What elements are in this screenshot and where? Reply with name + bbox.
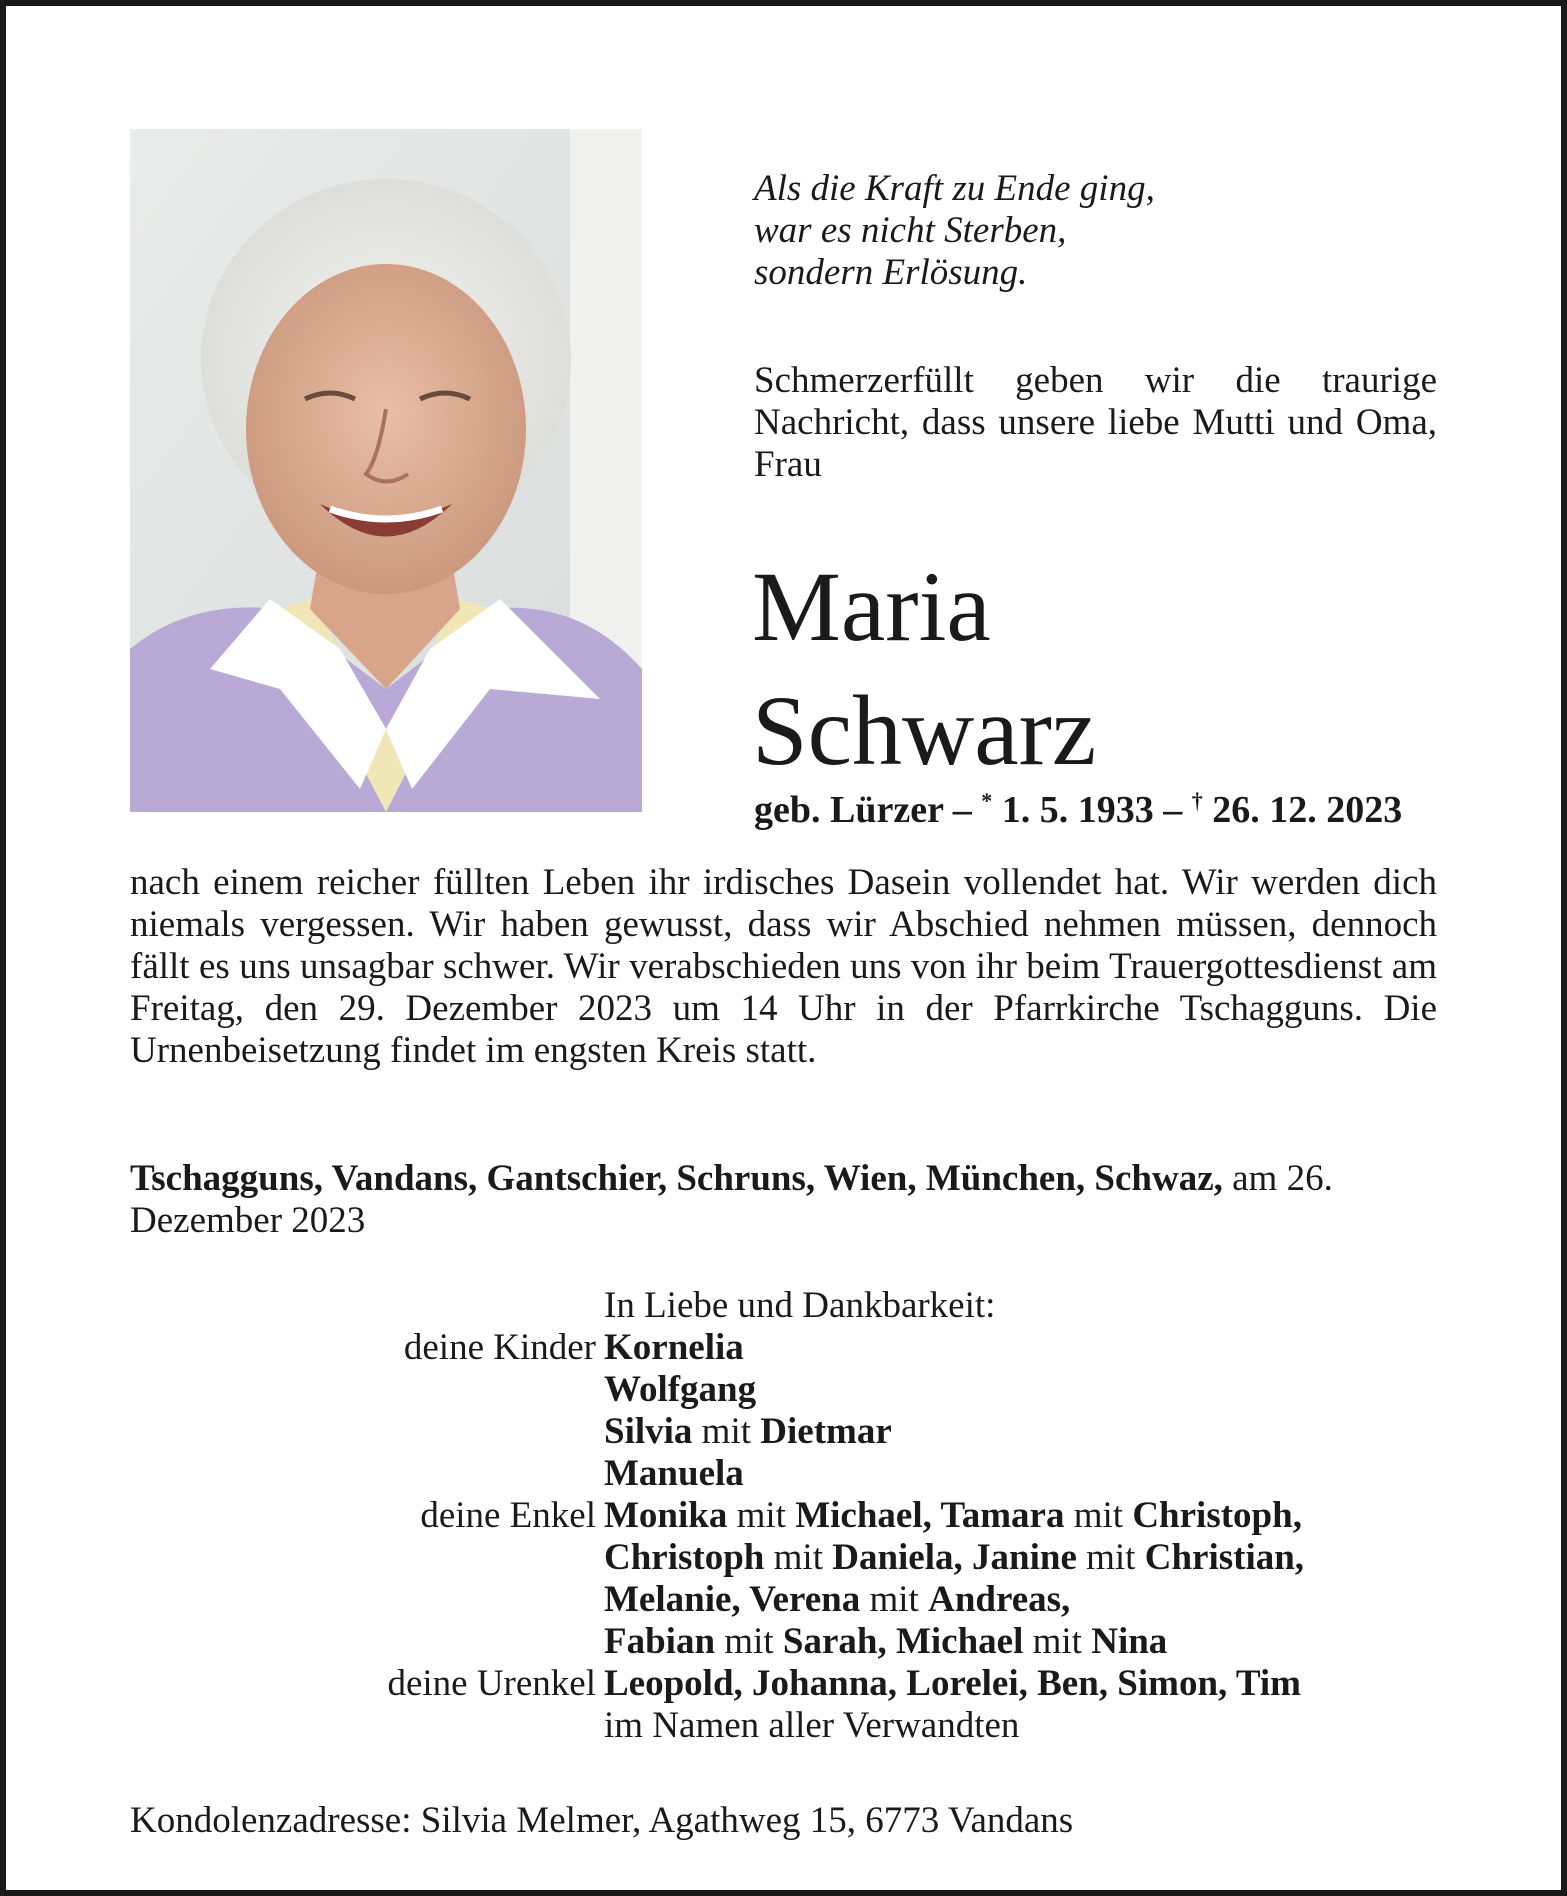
- deceased-name: [752, 545, 1096, 793]
- child-name: Manuela: [604, 1453, 744, 1494]
- child-couple: [604, 1411, 1437, 1453]
- condolence-address: Kondolenzadresse: Silvia Melmer, Agathweg 15, 6773 Vandans: [130, 1800, 1074, 1841]
- grandchildren-label: deine Enkel: [420, 1495, 596, 1536]
- partner-name: Dietmar: [760, 1411, 892, 1452]
- grandchildren-row: [130, 1495, 1437, 1537]
- family-list: [130, 1285, 1437, 1747]
- dash: –: [952, 789, 972, 831]
- grandchildren-line: Melanie, Verena mit Andreas,: [604, 1579, 1071, 1620]
- child-name: Wolfgang: [604, 1369, 757, 1410]
- birth-date: 1. 5. 1933: [1001, 789, 1154, 831]
- announcement-body: nach einem reicher füllten Leben ihr irdisches Dasein vollendet hat. Wir werden dich niemals vergessen. Wir haben gewusst, dass wir Abschied nehmen müssen, dennoch fällt es uns unsagbar schwer. Wir verabschieden uns von ihr beim Trauergottesdienst am Freitag, den 29. Dezember 2023 um 14 Uhr in der Pfarrkirche Tschagguns. Die Urnenbeisetzung findet im engsten Kreis statt.: [130, 862, 1437, 1071]
- motto-verse: [754, 168, 1155, 294]
- child-name: Kornelia: [604, 1327, 744, 1368]
- death-symbol: †: [1191, 788, 1203, 813]
- mit-word: mit: [692, 1411, 761, 1452]
- last-name: Schwarz: [752, 675, 1097, 786]
- places-and-date: [130, 1158, 1437, 1242]
- portrait-icon: [130, 129, 642, 812]
- first-name: Maria: [752, 551, 991, 662]
- motto-line: sondern Erlösung.: [754, 252, 1028, 293]
- children-row: [130, 1327, 1437, 1369]
- birth-name: geb. Lürzer: [754, 789, 944, 831]
- places-list: Tschagguns, Vandans, Gantschier, Schruns, Wien, München, Schwaz,: [130, 1158, 1223, 1199]
- intro-text: Schmerzerfüllt geben wir die traurige Nachricht, dass unsere liebe Mutti und Oma, Frau: [754, 360, 1437, 485]
- family-heading-row: [130, 1285, 1437, 1327]
- great-grandchildren-label: deine Urenkel: [387, 1663, 596, 1704]
- children-label: deine Kinder: [403, 1327, 596, 1368]
- relatives-line: im Namen aller Verwandten: [604, 1705, 1020, 1746]
- motto-line: war es nicht Sterben,: [754, 210, 1067, 251]
- grandchildren-line: Fabian mit Sarah, Michael mit Nina: [604, 1621, 1168, 1662]
- announcement-date: am 26. Dezember 2023: [130, 1158, 1333, 1241]
- great-grandchildren-row: [130, 1663, 1437, 1705]
- grandchildren-line: Monika mit Michael, Tamara mit Christoph,: [604, 1495, 1302, 1536]
- great-grandchildren-names: Leopold, Johanna, Lorelei, Ben, Simon, Tim: [604, 1663, 1301, 1704]
- birth-symbol: *: [981, 788, 993, 813]
- motto-line: Als die Kraft zu Ende ging,: [754, 168, 1155, 209]
- portrait-photo: [130, 129, 642, 812]
- dash: –: [1163, 789, 1183, 831]
- life-dates: [754, 778, 1402, 833]
- family-heading: In Liebe und Dankbarkeit:: [604, 1285, 996, 1326]
- death-date: 26. 12. 2023: [1212, 789, 1403, 831]
- child-name: Silvia: [604, 1411, 693, 1452]
- grandchildren-line: Christoph mit Daniela, Janine mit Christian,: [604, 1537, 1305, 1578]
